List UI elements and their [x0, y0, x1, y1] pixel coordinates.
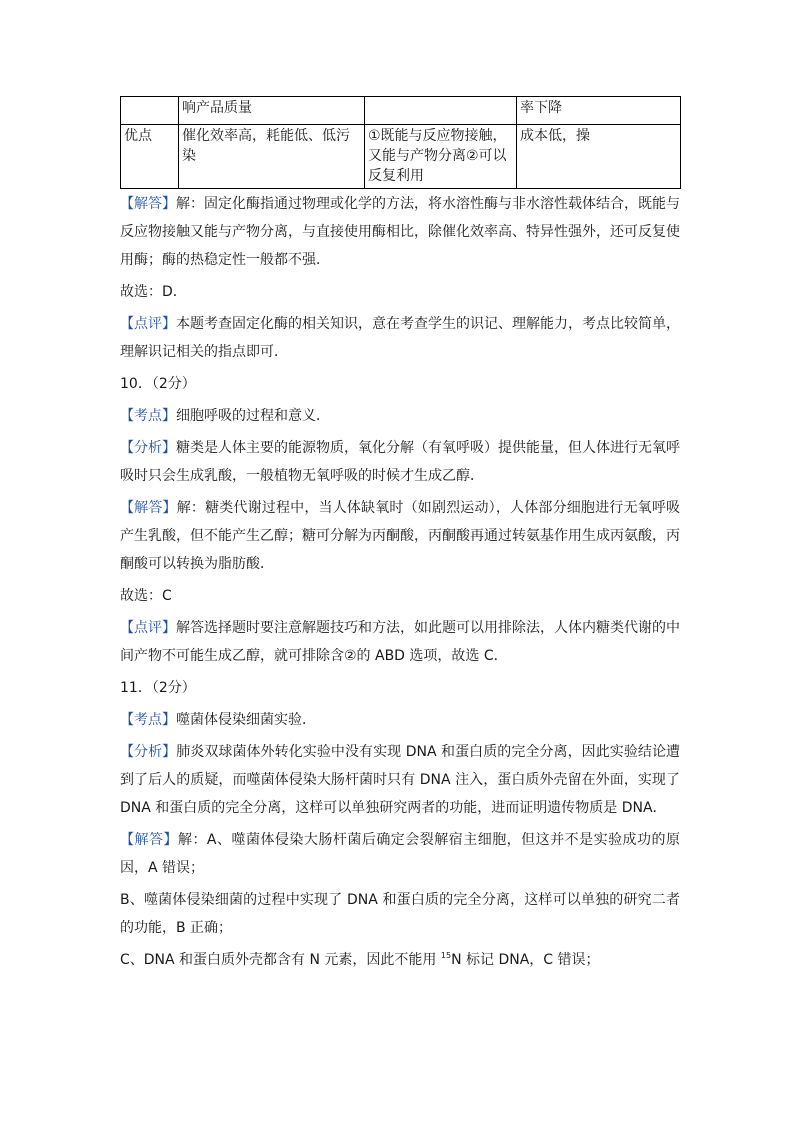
q11-answer-b: B、噬菌体侵染细菌的过程中实现了 DNA 和蛋白质的完全分离，这样可以单独的研究二者的功能，B 正确； [120, 892, 680, 936]
comment-text: 本题考查固定化酶的相关知识，意在考查学生的识记、理解能力，考点比较简单，理解识记相关的指点即可． [120, 316, 680, 360]
q10-answer [120, 494, 680, 578]
fenxi-tag: 【分析】 [120, 744, 177, 760]
fenxi-text: 肺炎双球菌体外转化实验中没有实现 DNA 和蛋白质的完全分离，因此实验结论遭到了后人的质疑，而噬菌体侵染大肠杆菌时只有 DNA 注入，蛋白质外壳留在外面，实现了 DNA 和蛋白质的完全分离，这样可以单独研究两者的功能，进而证明遗传物质是 DNA． [120, 744, 681, 816]
table-cell: 优点 [121, 125, 179, 189]
q10-kaodian [120, 402, 680, 430]
fenxi-text: 糖类是人体主要的能源物质，氧化分解（有氧呼吸）提供能量，但人体进行无氧呼吸时只会生成乳酸，一般植物无氧呼吸的时候才生成乙醇． [120, 440, 680, 484]
q11-heading: 11．（2分） [120, 680, 196, 696]
kaodian-text: 噬菌体侵染细菌实验． [176, 712, 316, 728]
comment-text: 解答选择题时要注意解题技巧和方法，如此题可以用排除法，人体内糖类代谢的中间产物不可能生成乙醇，就可排除含②的 ABD 选项，故选 C． [120, 620, 680, 664]
comment-tag: 【点评】 [120, 620, 176, 636]
fenxi-tag: 【分析】 [120, 440, 176, 456]
table-cell: ①既能与反应物接触，又能与产物分离②可以反复利用 [365, 125, 517, 189]
table-cell: 催化效率高，耗能低、低污染 [179, 125, 365, 189]
q10-fenxi [120, 434, 680, 490]
answer-c-text: C、DNA 和蛋白质外壳都含有 N 元素，因此不能用 [120, 952, 441, 968]
kaodian-text: 细胞呼吸的过程和意义． [176, 408, 330, 424]
table-cell [365, 97, 517, 125]
q11-answer-a [120, 826, 680, 882]
table-cell: 率下降 [517, 97, 681, 125]
isotope-superscript: 15 [440, 951, 452, 960]
answer-tag: 【解答】 [120, 500, 177, 516]
q9-answer [120, 190, 680, 274]
table-cell: 响产品质量 [179, 97, 365, 125]
answer-tag: 【解答】 [120, 832, 178, 848]
q10-heading: 10．（2分） [120, 376, 196, 392]
q10-choice: 故选：C [120, 588, 172, 604]
table-cell [121, 97, 179, 125]
q9-choice: 故选：D． [120, 284, 187, 300]
table-cell: 成本低，操 [517, 125, 681, 189]
q11-answer-c [120, 946, 680, 974]
answer-content [120, 190, 680, 974]
kaodian-tag: 【考点】 [120, 408, 176, 424]
kaodian-tag: 【考点】 [120, 712, 176, 728]
answer-text: 解：A、噬菌体侵染大肠杆菌后确定会裂解宿主细胞，但这并不是实验成功的原因，A 错误； [120, 832, 681, 876]
q10-comment [120, 614, 680, 670]
answer-tag: 【解答】 [120, 196, 176, 212]
comparison-table-fragment [120, 96, 681, 189]
q11-kaodian [120, 706, 680, 734]
answer-text: 解：糖类代谢过程中，当人体缺氧时（如剧烈运动），人体部分细胞进行无氧呼吸产生乳酸，但不能产生乙醇；糖可分解为丙酮酸，丙酮酸再通过转氨基作用生成丙氨酸，丙酮酸可以转换为脂肪酸． [120, 500, 680, 572]
answer-text: 解：固定化酶指通过物理或化学的方法，将水溶性酶与非水溶性载体结合，既能与反应物接触又能与产物分离，与直接使用酶相比，除催化效率高、特异性强外，还可反复使用酶；酶的热稳定性一般都不强． [120, 196, 680, 268]
q9-comment [120, 310, 680, 366]
table-row [121, 97, 681, 125]
q11-fenxi [120, 738, 680, 822]
comment-tag: 【点评】 [120, 316, 176, 332]
answer-c-text-post: N 标记 DNA，C 错误； [451, 952, 600, 968]
table-row [121, 125, 681, 189]
